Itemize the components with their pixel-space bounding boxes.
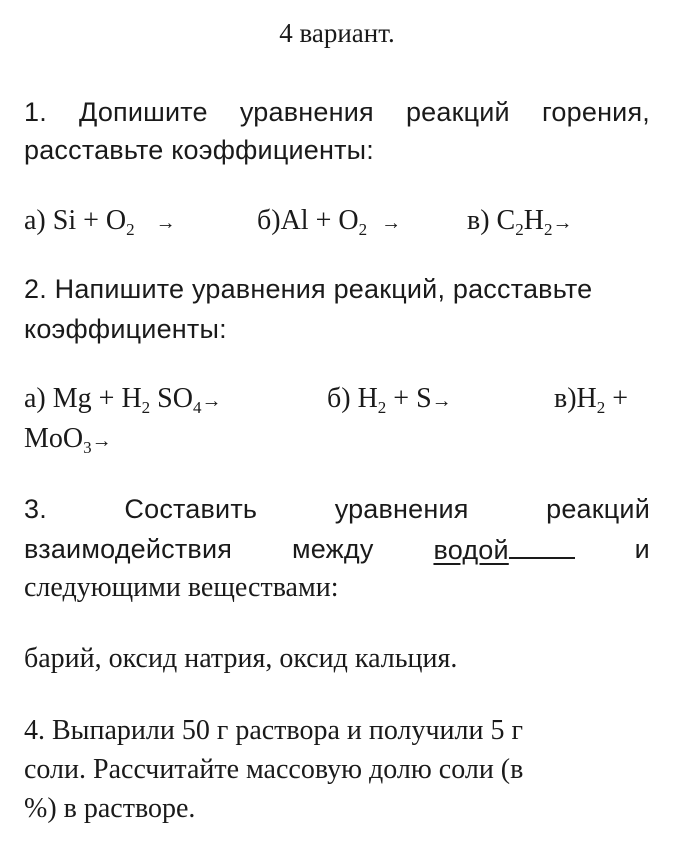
q3-number: 3. <box>24 494 47 524</box>
q4-line-3: %) в растворе. <box>24 793 196 824</box>
q1-word: уравнения <box>239 97 374 127</box>
q3-word-water: водой <box>433 535 509 565</box>
q3-line-2 <box>24 530 650 569</box>
q4-line-1: 4. Выпарили 50 г раствора и получили 5 г <box>24 715 523 746</box>
q3-line-3: следующими веществами: <box>24 572 339 603</box>
q4-line-2: соли. Рассчитайте массовую долю соли (в <box>24 754 524 785</box>
q2-equation-a: а) $Mg + H_2$ $SO_4\to$ <box>24 383 222 417</box>
q3-underline-blank <box>509 530 575 559</box>
q1-word: реакций <box>405 97 510 127</box>
q3-word-and: и <box>634 534 650 564</box>
q2-line-1: 2. Напишите уравнения реакций, расставьте <box>24 274 593 304</box>
q3-substances: барий, оксид натрия, оксид кальция. <box>24 643 458 674</box>
q3-word-between: между <box>291 534 374 564</box>
q3-line-1 <box>24 490 650 528</box>
q1-equation-c: в) $C_2H_2\to$ <box>467 205 573 239</box>
q3-word-reactions: реакций <box>546 494 650 524</box>
q2-line-2: коэффициенты: <box>24 314 227 344</box>
q1-equation-b: $б)Al + O_2$ → <box>257 205 402 239</box>
variant-title: 4 вариант. <box>279 18 395 48</box>
q1-word: горения, <box>541 97 650 127</box>
q1-word: Допишите <box>79 97 208 127</box>
q2-equation-c-continued: MoO$_3$→ <box>24 423 112 457</box>
q1-equation-a: а) $Si + O_2$ → <box>24 205 176 239</box>
q1-line-1 <box>24 93 650 131</box>
q3-underlined-water <box>433 530 574 569</box>
q3-word-equations: уравнения <box>334 494 469 524</box>
q2-equation-b: б) $H_2 + S\to$ <box>327 383 452 417</box>
q1-line-2: расставьте коэффициенты: <box>24 135 374 165</box>
q3-word-interaction: взаимодействия <box>24 534 233 564</box>
q1-word: 1. <box>24 97 47 127</box>
q3-word-compose: Составить <box>124 494 258 524</box>
q2-equation-c: $в)H_2$ + <box>554 383 629 417</box>
